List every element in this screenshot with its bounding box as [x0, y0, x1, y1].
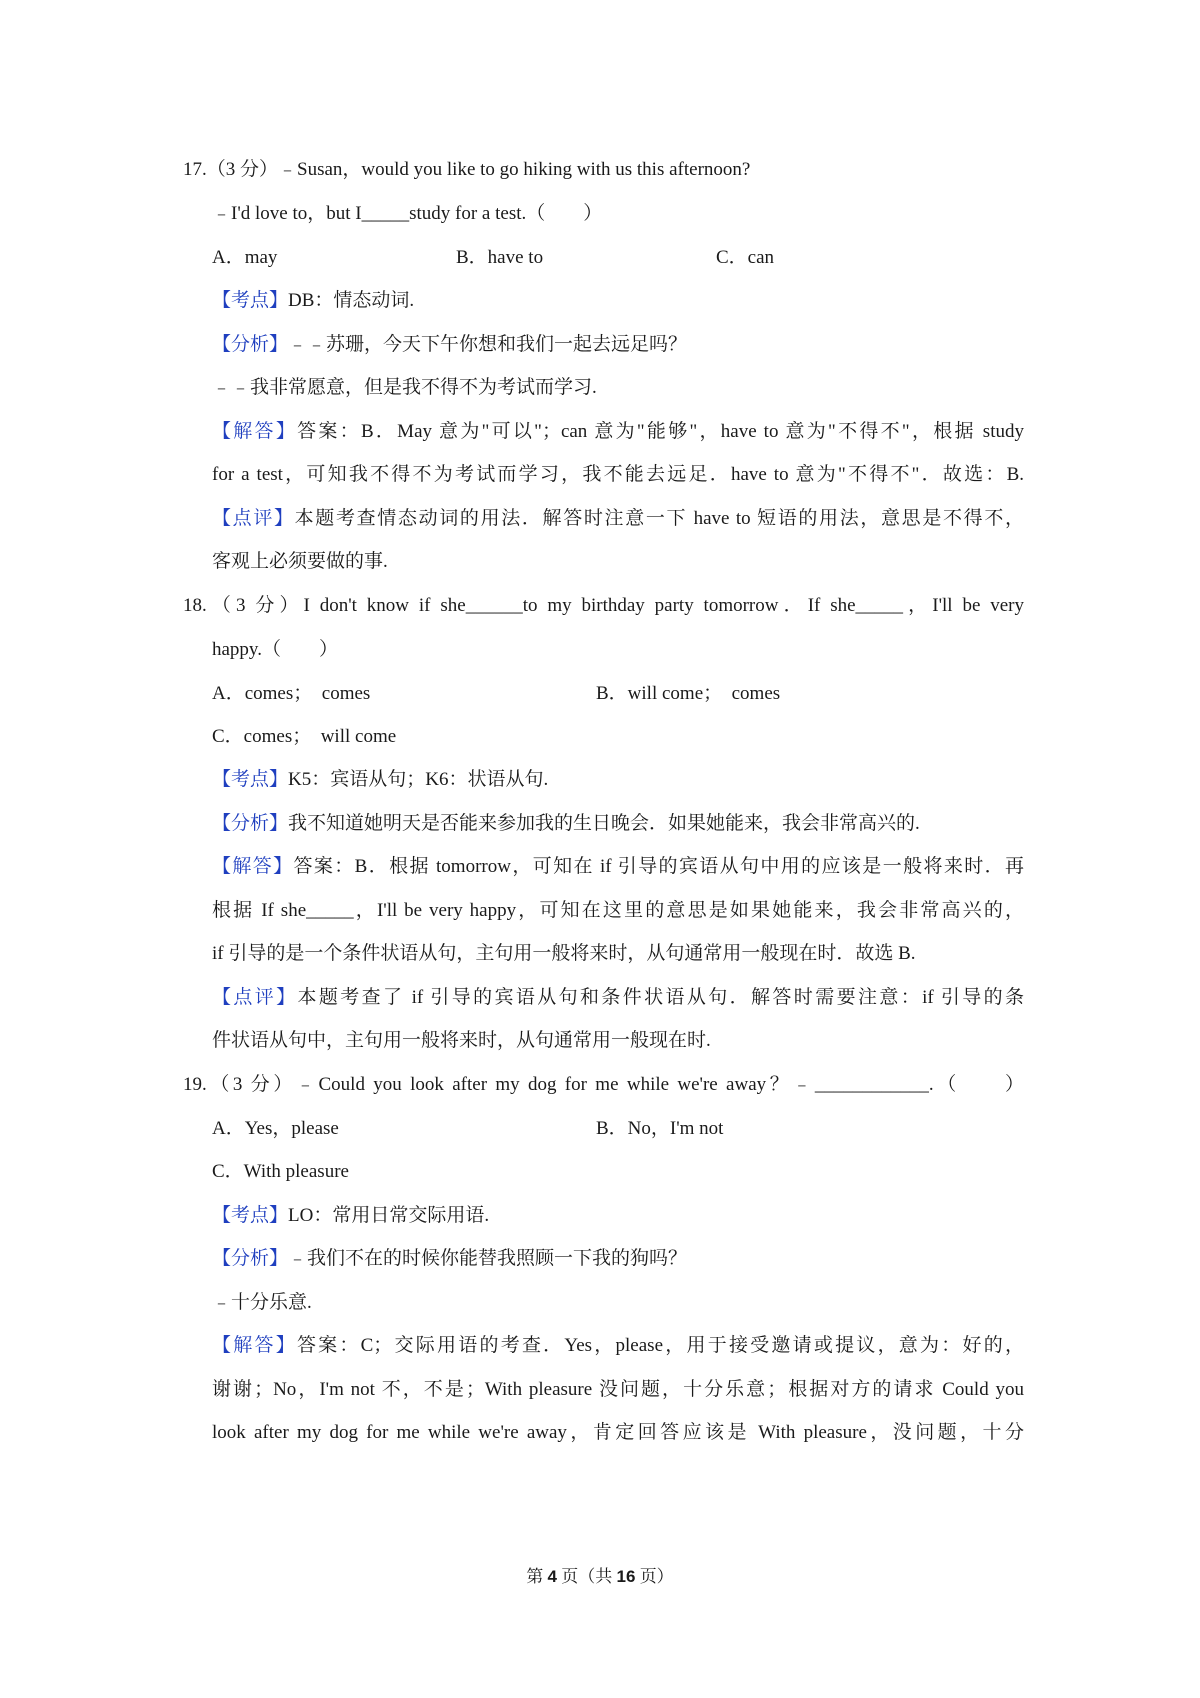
- q19-option-a: A．Yes，please: [212, 1118, 339, 1139]
- fenxi-tag: 【分析】: [212, 1248, 289, 1269]
- q18-option-c: C．comes； will come: [212, 726, 397, 747]
- q19-option-b: B．No，I'm not: [596, 1118, 724, 1139]
- q17-dianping-cont-text: 客观上必须要做的事.: [212, 551, 388, 572]
- q17-fenxi-text: ﹣﹣苏珊，今天下午你想和我们一起去远足吗？: [288, 334, 688, 355]
- q18-options-row1: [212, 680, 1024, 708]
- q17-option-c: C．can: [716, 247, 775, 268]
- q17-option-a: A．may: [212, 247, 278, 268]
- q18-stem: [183, 592, 1024, 620]
- kaodian-tag: 【考点】: [212, 1205, 289, 1226]
- q19-kaodian: [212, 1202, 1024, 1230]
- q17-kaodian: [212, 287, 1024, 315]
- q18-fenxi-text: 我不知道她明天是否能来参加我的生日晚会．如果她能来，我会非常高兴的.: [288, 813, 920, 834]
- q17-dianping: [212, 505, 1024, 533]
- q19-options-row1: [212, 1115, 1024, 1143]
- dianping-tag: 【点评】: [212, 508, 295, 529]
- q19-kaodian-text: LO：常用日常交际用语.: [288, 1205, 490, 1226]
- q17-stem-cont-text: ﹣I'd love to，but I_____study for a test.（ ）: [212, 203, 603, 224]
- q17-fenxi-cont: [212, 374, 1024, 402]
- q18-jieda: [212, 853, 1024, 881]
- q19-fenxi: [212, 1245, 1024, 1273]
- q17-fenxi: [212, 331, 1024, 359]
- q19-fenxi-cont: [212, 1289, 1024, 1317]
- q19-jieda-cont1: [212, 1376, 1024, 1404]
- q19-options-row2: [212, 1158, 1024, 1186]
- q19-jieda-cont1-text: 谢谢；No，I'm not 不，不是；With pleasure 没问题，十分乐意；根据对方的请求 Could you: [212, 1379, 1024, 1400]
- q18-jieda-cont2-text: if 引导的是一个条件状语从句，主句用一般将来时，从句通常用一般现在时．故选 B.: [212, 943, 916, 964]
- q18-dianping-text: 本题考查了 if 引导的宾语从句和条件状语从句．解答时需要注意：if 引导的条: [297, 987, 1024, 1008]
- q18-option-b: B．will come； comes: [596, 683, 781, 704]
- q19-stem: [183, 1071, 1024, 1099]
- q18-fenxi: [212, 810, 1024, 838]
- q19-jieda-cont2-text: look after my dog for me while we're away，肯定回答应该是 With pleasure，没问题，十分: [212, 1422, 1024, 1443]
- q17-kaodian-text: DB：情态动词.: [288, 290, 415, 311]
- q18-dianping-cont-text: 件状语从句中，主句用一般将来时，从句通常用一般现在时.: [212, 1030, 711, 1051]
- q19-stem-text: 19.（3 分）﹣Could you look after my dog for me while we're away？﹣____________.（ ）: [183, 1074, 1024, 1095]
- q18-dianping-cont: [212, 1027, 1024, 1055]
- q18-stem-cont-text: happy.（ ）: [212, 639, 338, 660]
- kaodian-tag: 【考点】: [212, 769, 289, 790]
- footer-prefix: 第: [526, 1567, 544, 1586]
- q18-jieda-cont2: [212, 940, 1024, 968]
- jieda-tag: 【解答】: [212, 421, 298, 442]
- footer-middle: 页（共: [561, 1567, 613, 1586]
- q19-jieda-text: 答案：C；交际用语的考查．Yes，please，用于接受邀请或提议，意为：好的，: [296, 1335, 1024, 1356]
- q17-jieda-text: 答案：B．May 意为"可以"；can 意为"能够"，have to 意为"不得不"，根据 study: [297, 421, 1024, 442]
- q18-dianping: [212, 984, 1024, 1012]
- q17-dianping-text: 本题考查情态动词的用法．解答时注意一下 have to 短语的用法，意思是不得不，: [294, 508, 1024, 529]
- q19-fenxi-cont-text: ﹣十分乐意.: [212, 1292, 312, 1313]
- q19-option-c: C．With pleasure: [212, 1161, 349, 1182]
- q18-options-row2: [212, 723, 1024, 751]
- q17-jieda-cont-text: for a test，可知我不得不为考试而学习，我不能去远足．have to 意为"不得不"．故选：B.: [212, 464, 1024, 485]
- kaodian-tag: 【考点】: [212, 290, 289, 311]
- footer-total-pages: 16: [616, 1567, 636, 1586]
- q17-options: [212, 244, 1024, 272]
- q18-kaodian: [212, 766, 1024, 794]
- fenxi-tag: 【分析】: [212, 813, 289, 834]
- jieda-tag: 【解答】: [212, 1335, 297, 1356]
- jieda-tag: 【解答】: [212, 856, 294, 877]
- q17-stem: [183, 156, 1024, 184]
- q19-jieda: [212, 1332, 1024, 1360]
- q17-jieda-cont: [212, 461, 1024, 489]
- q17-dianping-cont: [212, 548, 1024, 576]
- q17-option-b: B．have to: [456, 247, 544, 268]
- q18-jieda-text: 答案：B．根据 tomorrow，可知在 if 引导的宾语从句中用的应该是一般将来时．再: [293, 856, 1024, 877]
- dianping-tag: 【点评】: [212, 987, 298, 1008]
- q17-jieda: [212, 418, 1024, 446]
- q18-jieda-cont1: [212, 897, 1024, 925]
- q18-jieda-cont1-text: 根据 If she_____，I'll be very happy，可知在这里的意思是如果她能来，我会非常高兴的，: [212, 900, 1024, 921]
- fenxi-tag: 【分析】: [212, 334, 289, 355]
- footer-suffix: 页）: [639, 1567, 674, 1586]
- q18-stem-cont: [212, 636, 1024, 664]
- q18-stem-text: 18.（3 分）I don't know if she______to my birthday party tomorrow．If she_____，I'll be very: [183, 595, 1024, 616]
- q19-jieda-cont2: [212, 1419, 1024, 1447]
- q18-kaodian-text: K5：宾语从句；K6：状语从句.: [288, 769, 549, 790]
- q17-fenxi-cont-text: ﹣﹣我非常愿意，但是我不得不为考试而学习.: [212, 377, 597, 398]
- q19-fenxi-text: ﹣我们不在的时候你能替我照顾一下我的狗吗？: [288, 1248, 688, 1269]
- q18-option-a: A．comes； comes: [212, 683, 371, 704]
- q17-stem-text: 17.（3 分）﹣Susan，would you like to go hiking with us this afternoon?: [183, 159, 751, 180]
- q17-stem-cont: [212, 200, 1024, 228]
- footer-page-number: 4: [547, 1567, 558, 1586]
- page-footer: [0, 1565, 1200, 1589]
